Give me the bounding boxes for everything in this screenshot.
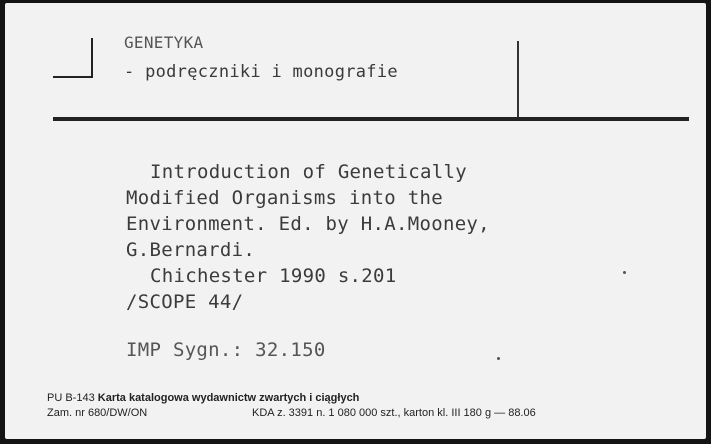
print-run-info: KDA z. 3391 n. 1 080 000 szt., karton kl. III 180 g — 88.06 (252, 407, 536, 419)
order-number: Zam. nr 680/DW/ON (47, 407, 148, 419)
ink-dot (497, 357, 500, 360)
header-right-rule (517, 41, 519, 121)
ink-dot (623, 271, 626, 274)
catalog-card (5, 3, 706, 439)
subject-heading: GENETYKA (124, 33, 204, 52)
header-bracket-vertical (91, 38, 93, 78)
subject-subheading: - podręczniki i monografie (124, 62, 398, 82)
shelf-signature: IMP Sygn.: 32.150 (126, 339, 326, 361)
form-code: PU B-143 (47, 392, 95, 404)
entry-imprint-line: Chichester 1990 s.201 (150, 265, 397, 287)
form-title: Karta katalogowa wydawnictw zwartych i ciągłych (97, 392, 360, 404)
form-code-line (47, 392, 359, 404)
entry-title-line-2: Modified Organisms into the (126, 187, 443, 209)
print-order-line (47, 407, 657, 419)
entry-series-line: /SCOPE 44/ (126, 291, 244, 313)
header-bracket-horizontal (53, 76, 93, 78)
entry-editors-line: G.Bernardi. (126, 239, 256, 261)
header-divider-rule (53, 117, 689, 121)
entry-title-line-3: Environment. Ed. by H.A.Mooney, (126, 213, 490, 235)
entry-title-line-1: Introduction of Genetically (150, 161, 467, 183)
